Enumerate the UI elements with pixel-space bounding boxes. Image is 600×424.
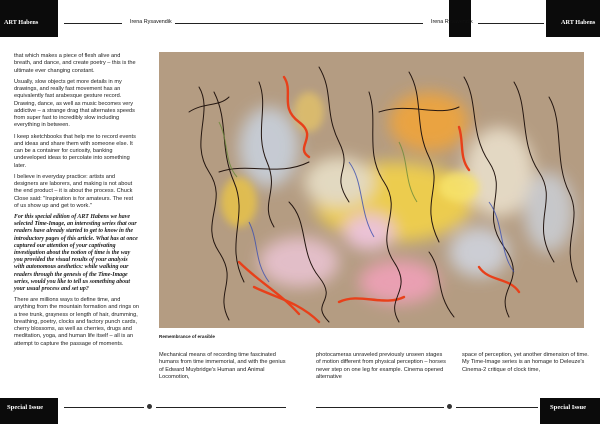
artwork-drawing <box>159 52 584 328</box>
footer-rule <box>64 407 144 408</box>
right-page-column-3: space of perception, yet another dimension of time. My Time-Image series is an homage to Deleuze's Cinema-2 critique of clock time, <box>462 352 589 373</box>
body-paragraph: I believe in everyday practice: artists and designers are laborers, and making is not about the end product – it is about the process. Chuck Close said: "Inspiration is for amateurs. The rest of us show up and get to work." <box>14 173 134 209</box>
body-paragraph: There are millions ways to define time, and anything from the mountain formation and rings on a tree trunk, grayness or length of hair, drumming, breathing, poetry, clocks and factory punch cards, cherry blossoms, as well as cherries, drugs and meditation, yoga, and human life itself – all is an attempt to capture the passage of moments. <box>14 297 139 347</box>
body-paragraph: that which makes a piece of flesh alive and breath, and dance, and create poetry – this is the ultimate ever changing constant. <box>14 53 136 74</box>
left-page-text-column <box>14 53 139 352</box>
page-number-marker-left <box>146 403 153 410</box>
footer-right-block <box>540 398 600 424</box>
header-author-right: Irena Rysavendik <box>431 19 473 25</box>
header-magazine-title-left: ART Habens <box>4 19 39 26</box>
right-page-column-1: Mechanical means of recording time fascinated humans from time immemorial, and with the genius of Edward Muybridge's Human and Animal Locomotion, <box>159 352 286 380</box>
artwork-image <box>159 52 584 328</box>
footer-left-block <box>0 398 58 424</box>
interview-question: For this special edition of ART Habens we have selected Time-Image, an interesting series that our readers have already started to get to know in the introductory pages of this article. What has at once captured our attention of your captivating investigation about the notion of time is the way you provided the visual results of your analysis with autonomous aesthetics: while walking our readers through the genesis of the Time-Image series, would you like to tell us something about your usual process and set up? <box>14 214 138 293</box>
artwork-caption: Remembrance of erasible <box>159 334 215 339</box>
footer-rule <box>156 407 286 408</box>
footer-rule <box>316 407 444 408</box>
body-paragraph: Usually, slow objects get more details in my drawings, and really fast movement has an equivalently fast arabesque gesture record. Drawing, dance, as well as music becomes very addictive – a strange drag that alternates speeds from super fast to incredibly slow including everything in between. <box>14 78 135 129</box>
footer-rule <box>456 407 538 408</box>
header-magazine-title-right: ART Habens <box>561 19 596 26</box>
header-rule <box>478 23 544 24</box>
footer-issue-label-right: Special Issue <box>550 404 587 411</box>
footer-issue-label-left: Special Issue <box>7 404 44 411</box>
right-page-column-2: photocameras unraveled previously unseen stages of motion different from physical perception – horses never step on one leg for example. Cinema opened alternative <box>316 352 446 380</box>
header-author-left: Irena Rysavendik <box>130 19 172 25</box>
header-rule <box>64 23 122 24</box>
body-paragraph: I keep sketchbooks that help me to record events and ideas and share them with someone else. It can be a container for curiosity, banking undeveloped ideas to percolate into something later. <box>14 133 136 169</box>
page-number-marker-right <box>446 403 453 410</box>
header-rule <box>175 23 423 24</box>
